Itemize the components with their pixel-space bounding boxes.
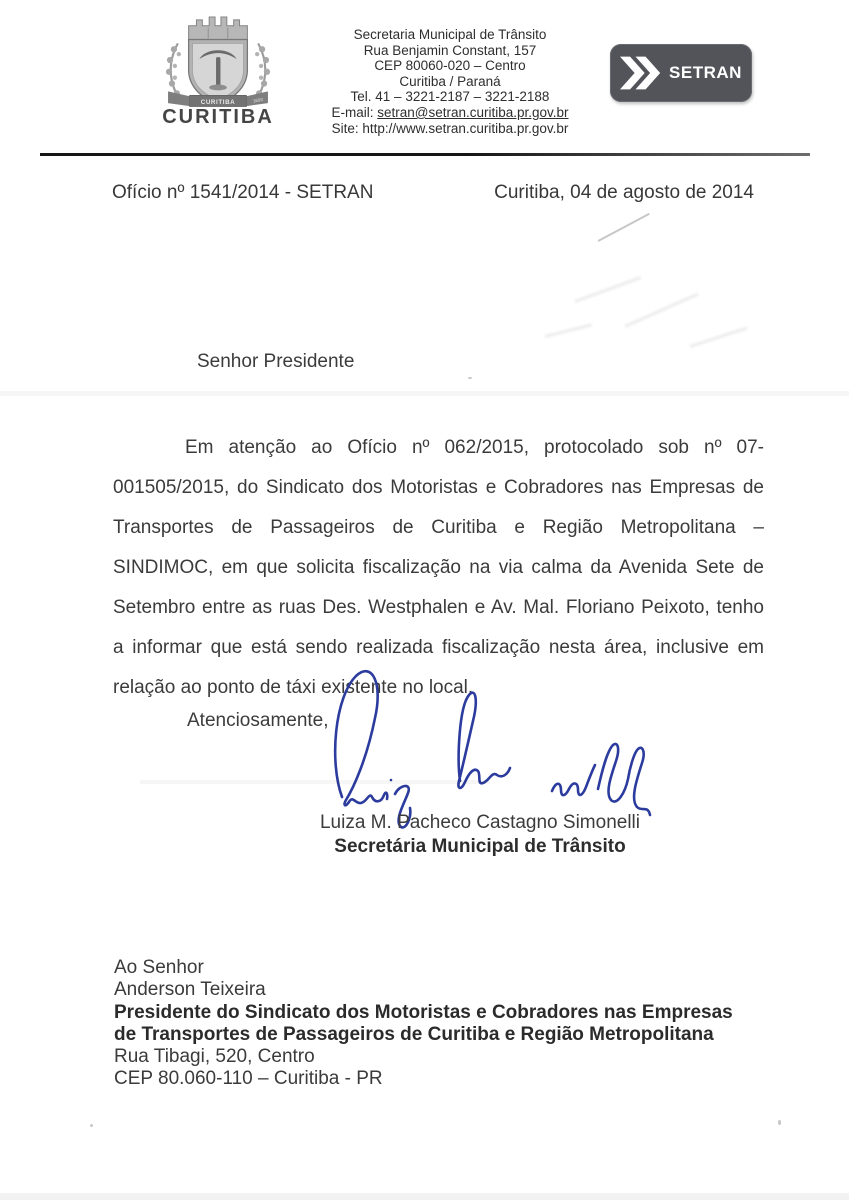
emblem-year-text: 1693 <box>252 96 264 104</box>
letterhead-line-site: Site: http://www.setran.curitiba.pr.gov.br <box>331 120 569 136</box>
scan-artifact <box>545 323 592 338</box>
recipient-block <box>114 957 784 1091</box>
signature-block <box>250 811 710 858</box>
letterhead-line-city: Curitiba / Paraná <box>399 73 501 89</box>
reference-line <box>112 182 754 204</box>
website-address: http://www.setran.curitiba.pr.gov.br <box>362 120 569 136</box>
scan-artifact <box>598 213 650 242</box>
letterhead-line-email: E-mail: setran@setran.curitiba.pr.gov.br <box>331 104 569 120</box>
emblem-ribbon-text: CURITIBA <box>200 98 236 106</box>
letterhead-line-street: Rua Benjamin Constant, 157 <box>363 42 537 58</box>
letterhead-divider <box>40 153 810 156</box>
scan-artifact <box>468 377 472 379</box>
scan-artifact <box>140 780 490 784</box>
scan-artifact <box>778 1120 781 1125</box>
setran-logo-badge <box>610 44 752 102</box>
recipient-title-line1: Presidente do Sindicato dos Motoristas e Cobradores nas Empresas <box>114 1001 733 1023</box>
oficio-number: Ofício nº 1541/2014 - SETRAN <box>112 182 374 203</box>
letterhead-line-department: Secretaria Municipal de Trânsito <box>353 27 547 42</box>
recipient-title-line2: de Transportes de Passageiros de Curitiba e Região Metropolitana <box>114 1023 714 1045</box>
scan-artifact <box>574 276 641 303</box>
city-wordmark: CURITIBA <box>162 106 274 128</box>
recipient-street: Rua Tibagi, 520, Centro <box>114 1046 315 1068</box>
recipient-salutation: Ao Senhor <box>114 957 204 978</box>
scan-artifact <box>0 391 849 396</box>
scan-artifact <box>90 1124 93 1127</box>
letterhead-line-phone: Tel. 41 – 3221-2187 – 3221-2188 <box>350 89 550 105</box>
closing-word: Atenciosamente, <box>187 710 329 731</box>
letterhead-address-block <box>272 27 628 136</box>
recipient-cep: CEP 80.060-110 – Curitiba - PR <box>114 1068 383 1090</box>
date-line: Curitiba, 04 de agosto de 2014 <box>494 182 754 203</box>
scan-artifact <box>0 1193 849 1200</box>
recipient-name: Anderson Teixeira <box>114 979 266 1001</box>
letterhead-line-cep: CEP 80060-020 – Centro <box>374 58 526 74</box>
scan-artifact <box>690 327 748 348</box>
email-address: setran@setran.curitiba.pr.gov.br <box>377 104 569 120</box>
scan-artifact <box>624 293 698 328</box>
signer-title: Secretária Municipal de Trânsito <box>334 835 626 857</box>
double-chevron-icon <box>620 56 662 90</box>
letter-body-paragraph: Em atenção ao Ofício nº 062/2015, protocolado sob nº 07-001505/2015, do Sindicato dos Motoristas e Cobradores nas Empresas de Transportes de Passageiros de Curitiba e Região Metropolitana – SINDIMOC, em que solicita fiscalização na via calma da Avenida Sete de Setembro entre as ruas Des. Westphalen e Av. Mal. Floriano Peixoto, tenho a informar que está sendo realizada fiscalização nesta área, inclusive em relação ao ponto de táxi existente no local. <box>113 437 764 698</box>
salutation: Senhor Presidente <box>197 351 355 372</box>
setran-badge-label: SETRAN <box>669 63 742 82</box>
signer-name: Luiza M. Pacheco Castagno Simonelli <box>319 812 640 833</box>
